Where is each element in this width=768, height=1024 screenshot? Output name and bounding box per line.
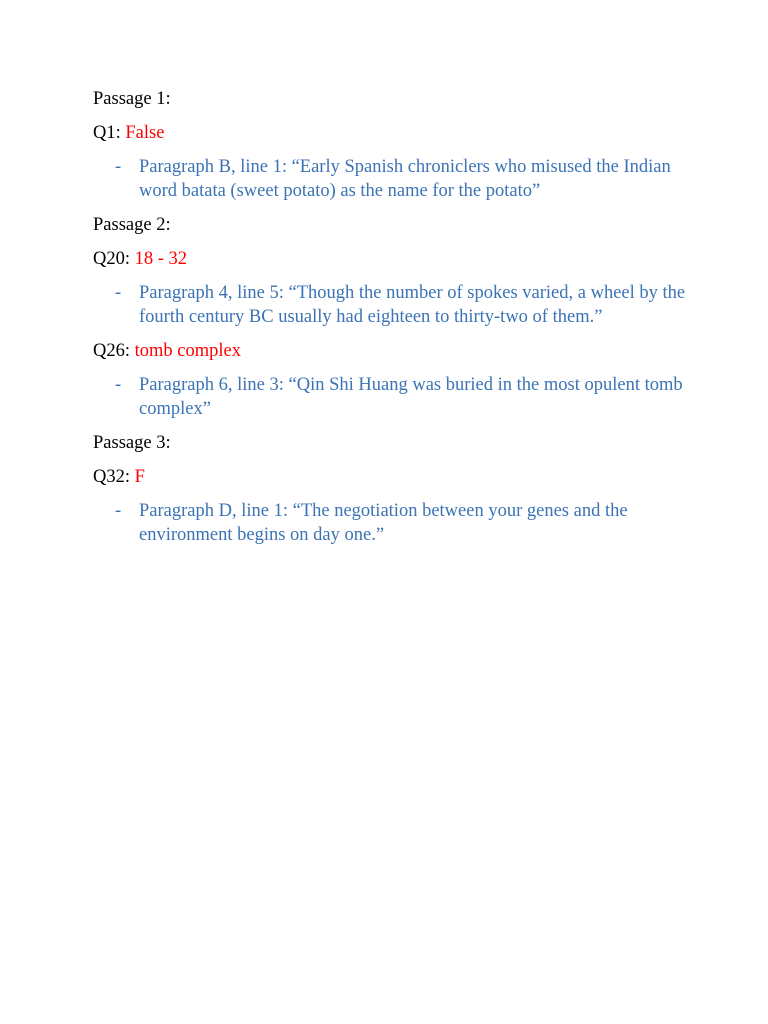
question-line [93,465,693,489]
evidence-text: Paragraph 6, line 3: “Qin Shi Huang was buried in the most opulent tomb complex” [139,375,683,419]
bullet-dash: - [115,157,122,177]
answer-text: tomb complex [134,341,241,361]
evidence-text: Paragraph 4, line 5: “Though the number of spokes varied, a wheel by the fourth century BC usually had eighteen to thirty-two of them.” [139,283,686,327]
document-page [93,87,693,557]
evidence-item [93,499,689,547]
bullet-dash: - [115,501,122,521]
question-line [93,247,693,271]
answer-text: 18 - 32 [134,249,188,269]
evidence-item [93,155,689,203]
passage-heading: Passage 2: [93,215,171,235]
bullet-dash: - [115,375,122,395]
question-label: Q26: [93,341,135,361]
question-label: Q1: [93,123,126,143]
passage-heading: Passage 1: [93,89,171,109]
bullet-dash: - [115,283,122,303]
question-label: Q32: [93,467,135,487]
evidence-text: Paragraph D, line 1: “The negotiation between your genes and the environment begins on day one.” [139,501,628,545]
evidence-item [93,281,689,329]
question-line [93,339,693,363]
question-line [93,121,693,145]
evidence-item [93,373,689,421]
question-label: Q20: [93,249,135,269]
evidence-text: Paragraph B, line 1: “Early Spanish chroniclers who misused the Indian word batata (sweet potato) as the name for the potato” [139,157,671,201]
answer-text: F [134,467,145,487]
answer-text: False [125,123,165,143]
passage-heading: Passage 3: [93,433,171,453]
